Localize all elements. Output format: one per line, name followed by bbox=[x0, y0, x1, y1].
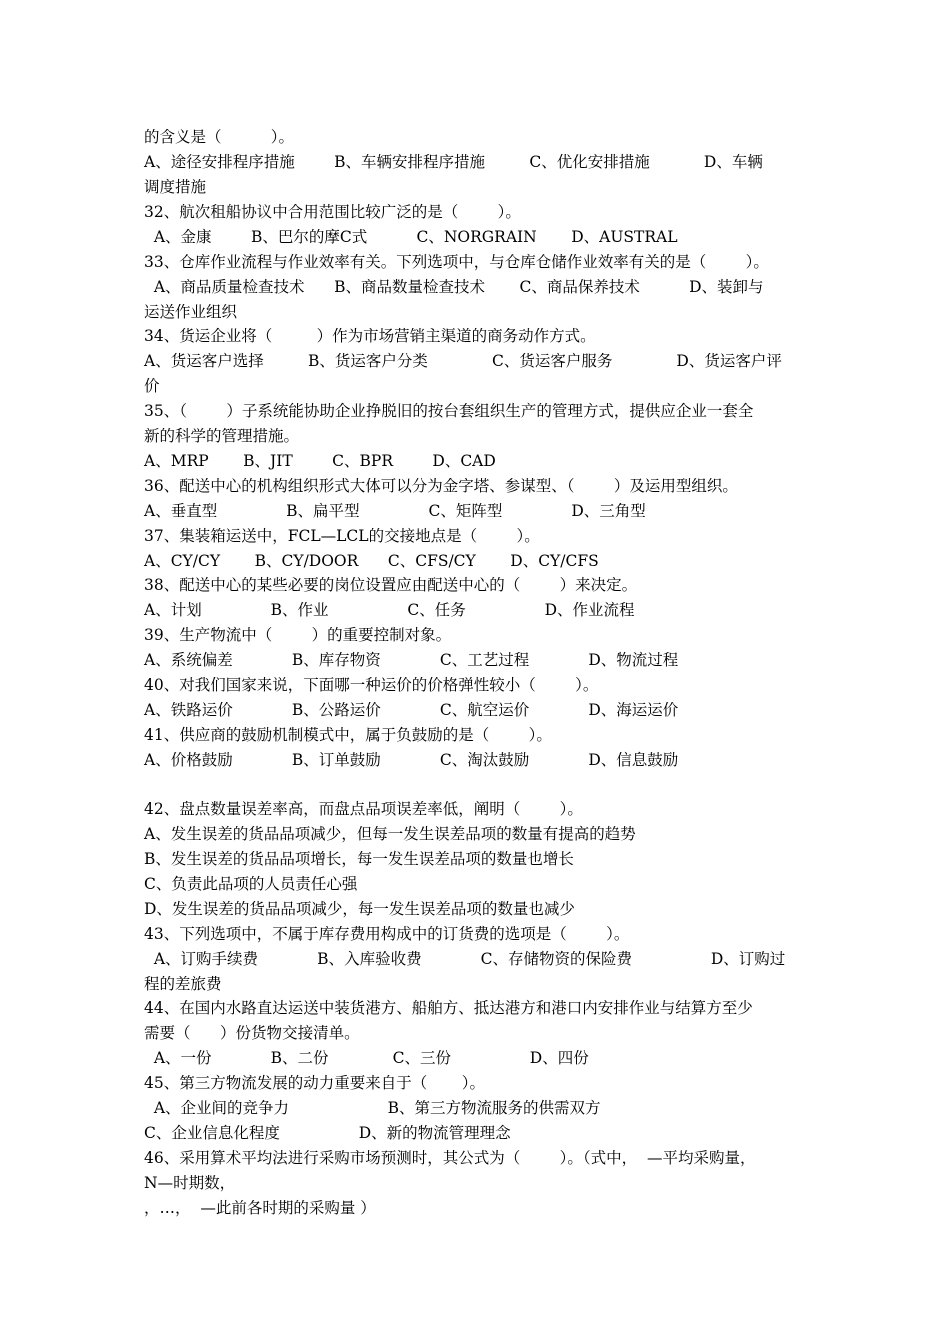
text-line: A、铁路运价 B、公路运价 C、航空运价 D、海运运价 bbox=[144, 701, 679, 719]
question-37: 37、集装箱运送中，FCL—LCL的交接地点是（ ）。 bbox=[144, 527, 540, 545]
question-34: 34、货运企业将（ ）作为市场营销主渠道的商务动作方式。 bbox=[144, 327, 596, 345]
text-line: 新的科学的管理措施。 bbox=[144, 427, 300, 445]
question-32: 32、航次租船协议中合用范围比较广泛的是（ ）。 bbox=[144, 203, 521, 221]
question-44: 44、在国内水路直达运送中装货港方、船舶方、抵达港方和港口内安排作业与结算方至少 bbox=[144, 999, 753, 1017]
text-line: 价 bbox=[144, 377, 160, 395]
question-42: 42、盘点数量误差率高，而盘点品项误差率低，阐明（ ）。 bbox=[144, 800, 583, 818]
text-line: A、商品质量检查技术 B、商品数量检查技术 C、商品保养技术 D、装卸与 bbox=[144, 278, 764, 296]
text-line: 运送作业组织 bbox=[144, 303, 238, 321]
text-line: A、系统偏差 B、库存物资 C、工艺过程 D、物流过程 bbox=[144, 651, 679, 669]
question-40: 40、对我们国家来说，下面哪一种运价的价格弹性较小（ ）。 bbox=[144, 676, 599, 694]
question-45: 45、第三方物流发展的动力重要来自于（ ）。 bbox=[144, 1074, 485, 1092]
text-line: A、CY/CY B、CY/DOOR C、CFS/CY D、CY/CFS bbox=[144, 552, 599, 570]
question-33: 33、仓库作业流程与作业效率有关。下列选项中，与仓库仓储作业效率有关的是（ ）。 bbox=[144, 253, 769, 271]
text-line: C、负责此品项的人员责任心强 bbox=[144, 875, 358, 893]
text-line: A、垂直型 B、扁平型 C、矩阵型 D、三角型 bbox=[144, 502, 646, 520]
text-line: N—时期数， bbox=[144, 1174, 236, 1192]
text-line: B、发生误差的货品品项增长，每一发生误差品项的数量也增长 bbox=[144, 850, 574, 868]
text-line: A、金康 B、巴尔的摩C式 C、NORGRAIN D、AUSTRAL bbox=[144, 228, 678, 246]
text-line: 调度措施 bbox=[144, 178, 207, 196]
question-39: 39、生产物流中（ ）的重要控制对象。 bbox=[144, 626, 452, 644]
text-line: A、途径安排程序措施 B、车辆安排程序措施 C、优化安排措施 D、车辆 bbox=[144, 153, 763, 171]
text-line: D、发生误差的货品品项减少，每一发生误差品项的数量也减少 bbox=[144, 900, 575, 918]
question-36: 36、配送中心的机构组织形式大体可以分为金字塔、参谋型、（ ）及运用型组织。 bbox=[144, 477, 738, 495]
question-38: 38、配送中心的某些必要的岗位设置应由配送中心的（ ）来决定。 bbox=[144, 576, 638, 594]
text-line: A、订购手续费 B、入库验收费 C、存储物资的保险费 D、订购过 bbox=[144, 950, 786, 968]
text-line: A、MRP B、JIT C、BPR D、CAD bbox=[144, 452, 496, 470]
text-line: A、企业间的竞争力 B、第三方物流服务的供需双方 bbox=[144, 1099, 601, 1117]
text-line: A、发生误差的货品品项减少，但每一发生误差品项的数量有提高的趋势 bbox=[144, 825, 636, 843]
question-46: 46、采用算术平均法进行采购市场预测时，其公式为（ ）。（式中， —平均采购量， bbox=[144, 1149, 756, 1167]
text-line: A、价格鼓励 B、订单鼓励 C、淘汰鼓励 D、信息鼓励 bbox=[144, 751, 679, 769]
text-line: A、货运客户选择 B、货运客户分类 C、货运客户服务 D、货运客户评 bbox=[144, 352, 782, 370]
text-line: A、计划 B、作业 C、任务 D、作业流程 bbox=[144, 601, 635, 619]
text-line: ，…， —此前各时期的采购量 ） bbox=[144, 1199, 376, 1217]
text-line: 的含义是（ ）。 bbox=[144, 128, 295, 146]
question-43: 43、下列选项中，不属于库存费用构成中的订货费的选项是（ ）。 bbox=[144, 925, 630, 943]
question-41: 41、供应商的鼓励机制模式中，属于负鼓励的是（ ）。 bbox=[144, 726, 552, 744]
text-line: 需要（ ）份货物交接清单。 bbox=[144, 1024, 360, 1042]
question-35: 35、（ ）子系统能协助企业挣脱旧的按台套组织生产的管理方式，提供应企业一套全 bbox=[144, 402, 754, 420]
text-line: 程的差旅费 bbox=[144, 975, 222, 993]
text-line: A、一份 B、二份 C、三份 D、四份 bbox=[144, 1049, 589, 1067]
text-line: C、企业信息化程度 D、新的物流管理理念 bbox=[144, 1124, 511, 1142]
